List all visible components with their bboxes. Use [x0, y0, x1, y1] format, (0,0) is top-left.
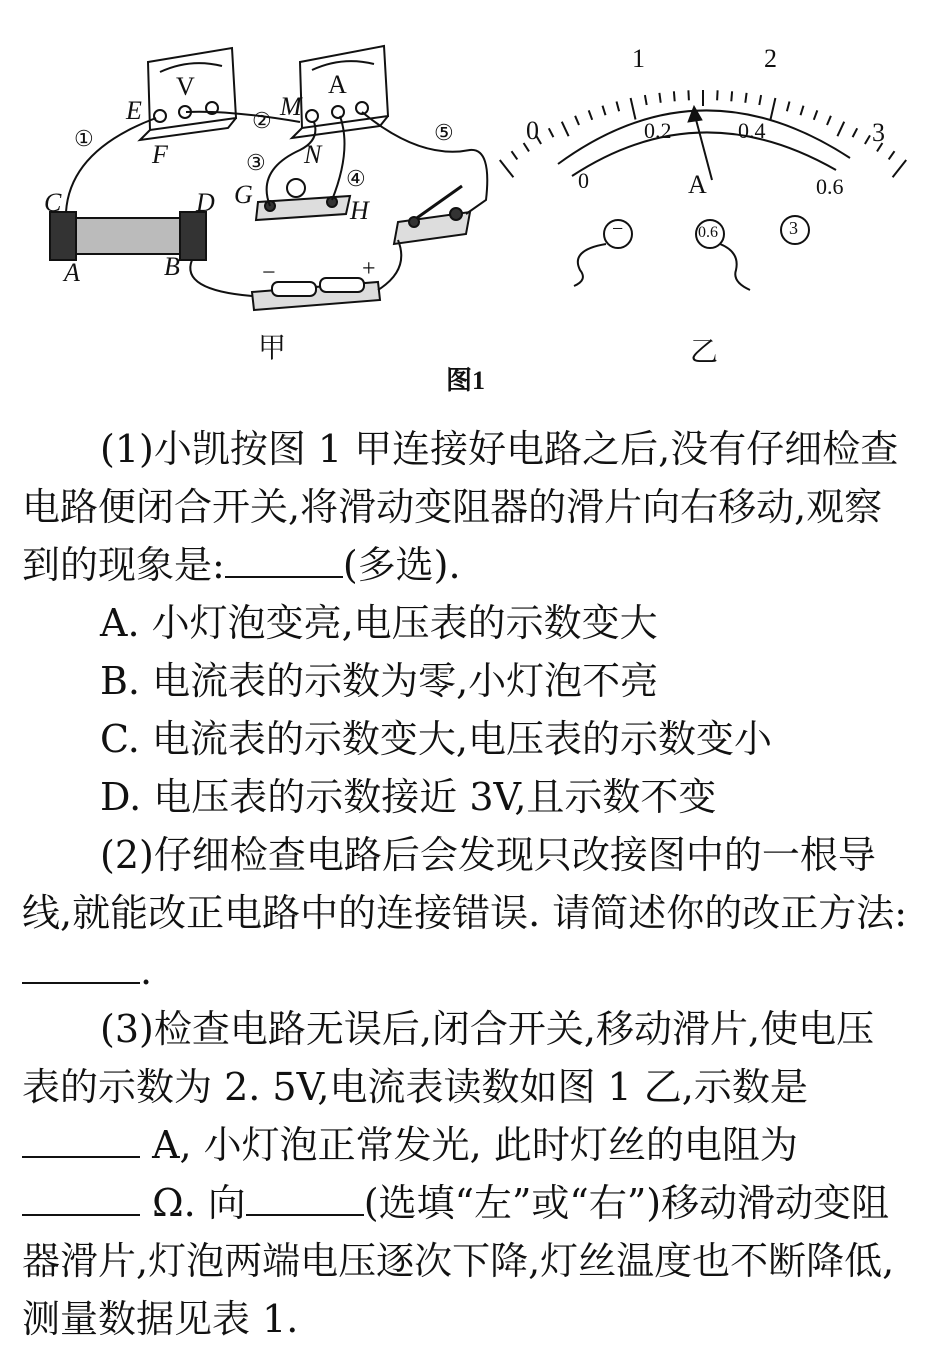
- point-d-label: D: [196, 188, 215, 217]
- scale-tick: [617, 102, 620, 112]
- question-3-part-b: A, 小灯泡正常发光, 此时灯丝的电阻为: [140, 1123, 798, 1167]
- option-b: B. 电流表的示数为零,小灯泡不亮: [100, 659, 659, 703]
- scale-tick: [674, 91, 675, 101]
- scale-tick: [745, 93, 746, 103]
- figure-1: [0, 0, 930, 400]
- battery-minus-label: −: [262, 260, 276, 286]
- question-3: [22, 1000, 912, 1348]
- terminal-minus: −: [612, 218, 624, 240]
- scale-tick: [645, 95, 647, 105]
- resistance-board: [50, 212, 206, 260]
- scale-tick: [659, 93, 660, 103]
- scale-tick: [814, 110, 818, 119]
- scale-outer-0: 0: [526, 116, 539, 145]
- scale-tick: [589, 110, 593, 119]
- option-c: C. 电流表的示数变大,电压表的示数变小: [100, 717, 772, 761]
- wire-1-label: ①: [74, 126, 94, 151]
- question-3-part-c: Ω. 向: [140, 1181, 246, 1225]
- wire-5-label: ⑤: [434, 120, 454, 145]
- answer-blank-4[interactable]: [22, 1174, 140, 1216]
- scale-outer-1: 1: [632, 44, 645, 73]
- question-3-part-d: (选填“左”或“右”)移动滑动变阻器滑片,灯泡两端电压逐次下降,灯丝温度也不断降低,测量数据见表 1.: [22, 1181, 895, 1341]
- scale-tick: [759, 95, 761, 105]
- scale-tick: [853, 128, 858, 137]
- point-f-label: F: [152, 140, 168, 169]
- scale-tick: [575, 116, 579, 125]
- battery-plus-label: +: [362, 256, 376, 282]
- scale-tick: [562, 122, 569, 137]
- scale-tick: [500, 160, 514, 177]
- wire-4-label: ④: [346, 166, 366, 191]
- scale-outer-2: 2: [764, 44, 777, 73]
- option-d: D. 电压表的示数接近 3V,且示数不变: [100, 775, 717, 819]
- option-a: A. 小灯泡变亮,电压表的示数变大: [100, 601, 658, 645]
- scale-inner-0: 0: [578, 168, 589, 193]
- point-n-label: N: [304, 140, 322, 169]
- point-h-label: H: [350, 196, 369, 225]
- answer-blank-1[interactable]: [225, 536, 343, 578]
- scale-tick: [631, 98, 636, 120]
- figure-right-label: 乙: [690, 337, 719, 368]
- scale-tick: [889, 151, 895, 159]
- scale-tick: [603, 106, 606, 116]
- lamp-board: [256, 179, 350, 220]
- wire-2-label: ②: [252, 108, 272, 133]
- switch-drawing: [394, 186, 470, 244]
- figure-caption: 图1: [446, 366, 486, 395]
- figure-left-label: 甲: [258, 333, 287, 364]
- voltmeter-label: V: [176, 72, 195, 101]
- scale-tick: [688, 90, 689, 100]
- answer-blank-3[interactable]: [22, 1116, 140, 1158]
- scale-tick: [787, 102, 790, 112]
- point-b-label: B: [164, 252, 180, 281]
- terminal-06: 0.6: [698, 224, 718, 241]
- figure-drawing: [0, 0, 930, 400]
- scale-tick: [731, 91, 732, 101]
- point-c-label: C: [44, 188, 62, 217]
- answer-blank-5[interactable]: [246, 1174, 364, 1216]
- scale-tick: [893, 160, 907, 177]
- point-e-label: E: [126, 96, 142, 125]
- question-2-suffix: .: [140, 949, 153, 993]
- ammeter-label: A: [328, 70, 347, 99]
- question-1-suffix: (多选).: [342, 543, 461, 587]
- point-m-label: M: [280, 92, 302, 121]
- point-a-label: A: [64, 258, 80, 287]
- scale-tick: [865, 135, 870, 144]
- scale-tick: [717, 90, 718, 100]
- answer-blank-2[interactable]: [22, 942, 140, 984]
- scale-inner-02: 0.2: [644, 118, 672, 143]
- question-1-stem: (1)小凯按图 1 甲连接好电路之后,没有仔细检查电路便闭合开关,将滑动变阻器的滑片向右移动,观察到的现象是:: [22, 427, 899, 587]
- scale-unit-label: A: [688, 170, 707, 199]
- scale-tick: [827, 116, 831, 125]
- question-2-stem: (2)仔细检查电路后会发现只改接图中的一根导线,就能改正电路中的连接错误. 请简述你的改正方法:: [22, 833, 908, 935]
- scale-tick: [837, 122, 844, 137]
- wire-3-label: ③: [246, 150, 266, 175]
- scale-tick: [512, 151, 518, 159]
- question-text: [22, 420, 912, 1348]
- question-1: [22, 420, 912, 594]
- scale-tick: [771, 98, 776, 120]
- scale-outer-3: 3: [872, 118, 885, 147]
- question-3-stem: (3)检查电路无误后,闭合开关,移动滑片,使电压表的示数为 2. 5V,电流表读数如图 1 乙,示数是: [22, 1007, 875, 1109]
- question-2: [22, 826, 912, 1000]
- scale-inner-04: 0.4: [738, 118, 766, 143]
- scale-inner-06: 0.6: [816, 174, 844, 199]
- scale-tick: [549, 128, 554, 137]
- scale-tick: [801, 106, 804, 116]
- point-g-label: G: [234, 180, 253, 209]
- terminal-3: 3: [789, 218, 798, 238]
